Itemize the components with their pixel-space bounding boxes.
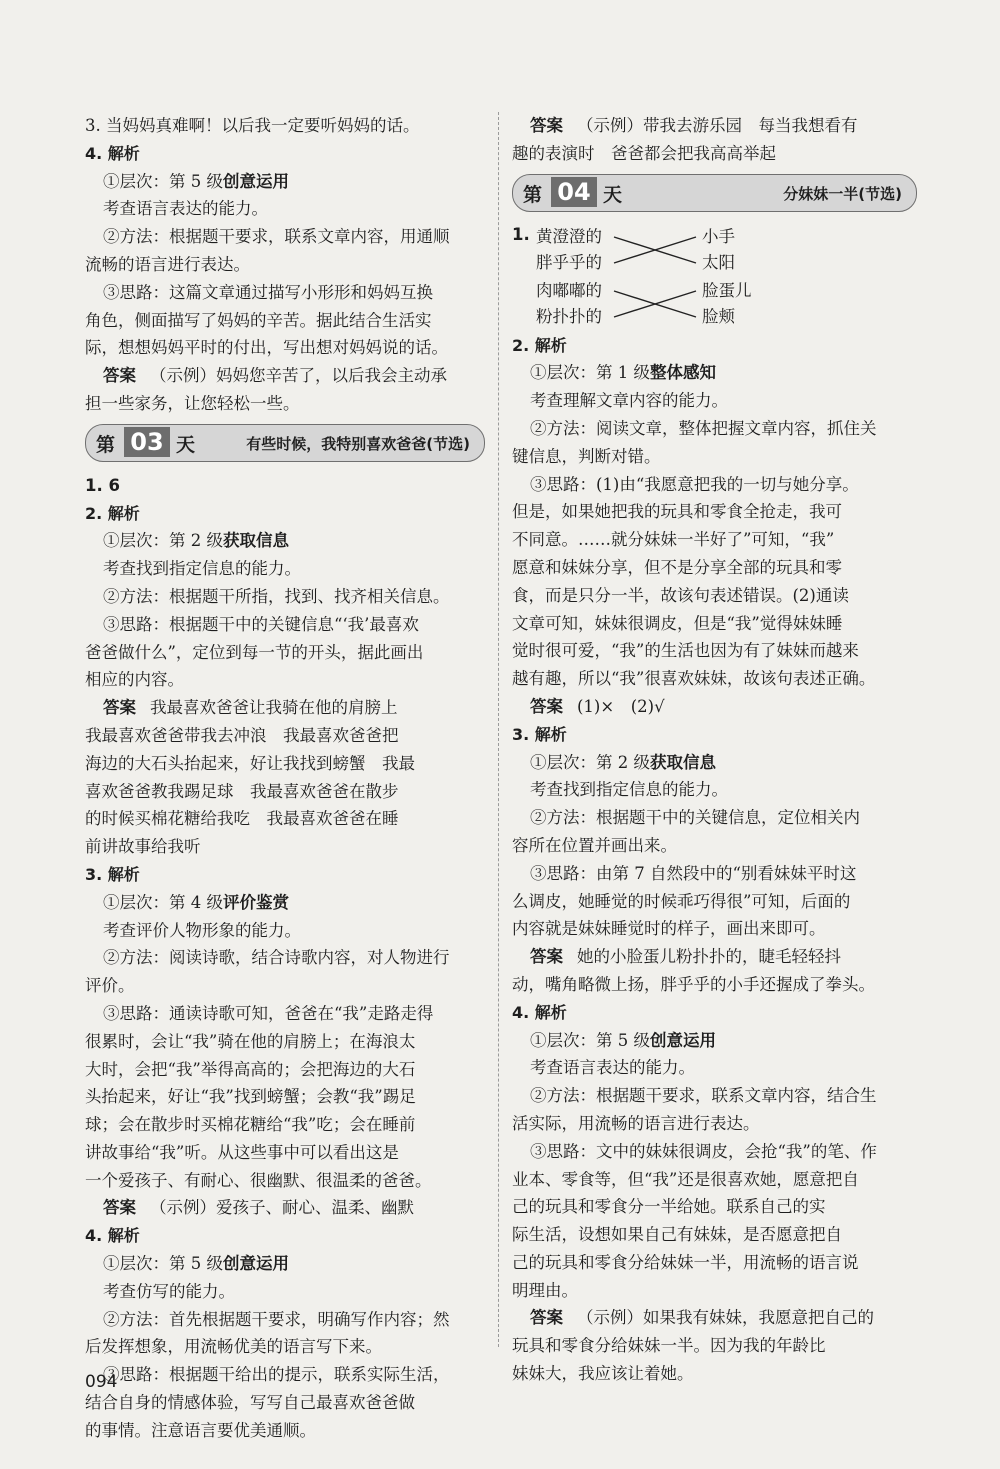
d4-q2-tag: 解析	[534, 335, 567, 355]
day-number: 04	[551, 177, 597, 207]
column-divider	[498, 112, 499, 1347]
d3-q2-answer-line: 的时候买棉花糖给我吃 我最喜欢爸爸在睡	[85, 809, 399, 829]
level-prefix: ①层次：第 5 级	[103, 1254, 223, 1274]
d4-q2-thought-line: ③思路：(1)由“我愿意把我的一切与她分享。	[530, 474, 859, 494]
day-title: 分妹妹一半(节选)	[783, 184, 902, 203]
answer-text: （示例）爱孩子、耐心、温柔、幽默	[150, 1198, 414, 1218]
d4-q2-method-line: 键信息，判断对错。	[512, 446, 661, 466]
d4-q3-level	[512, 749, 917, 777]
d4-q2-method-line: ②方法：阅读文章，整体把握文章内容，抓住关	[530, 418, 877, 438]
top-answer-line	[512, 112, 917, 140]
d3-q2-tag: 解析	[107, 503, 140, 523]
level-prefix: ①层次：第 1 级	[530, 363, 650, 383]
d4-q4-number: 4.	[512, 1002, 530, 1022]
answer-label: 答案	[103, 1198, 136, 1218]
d4-q4-thought-line: 己的玩具和零食分给妹妹一半，用流畅的语言说	[512, 1252, 859, 1272]
answer-text: (1)× (2)√	[577, 696, 665, 716]
q4-level-name: 创意运用	[223, 171, 289, 191]
q4-level-desc: 考查语言表达的能力。	[103, 199, 268, 219]
d3-q3-thought-line: 头抬起来，好让“我”找到螃蟹；会教“我”踢足	[85, 1087, 416, 1107]
d4-q4-thought-line: 明理由。	[512, 1280, 578, 1300]
d3-q3-thought-line: ③思路：通读诗歌可知，爸爸在“我”走路走得	[103, 1003, 434, 1023]
d3-q3-number: 3.	[85, 864, 103, 884]
day-number: 03	[124, 427, 170, 457]
d4-q4-method-line: ②方法：根据题干要求，联系文章内容，结合生	[530, 1086, 877, 1106]
match-left-item: 黄澄澄的	[536, 226, 602, 246]
d4-q4-answer-line: 妹妹大，我应该让着她。	[512, 1364, 694, 1384]
d4-q4-thought-line: 业本、零食等，但“我”还是很喜欢她，愿意把自	[512, 1169, 859, 1189]
d4-q2-heading	[512, 332, 917, 360]
d4-q2-level	[512, 359, 917, 387]
q4-level-prefix: ①层次：第 5 级	[103, 171, 223, 191]
d4-q2-thought-line: 觉时很可爱，“我”的生活也因为有了妹妹而越来	[512, 641, 859, 661]
d4-q2-thought-line: 食，而是只分一半，故该句表述错误。(2)通读	[512, 585, 849, 605]
d4-q3-number: 3.	[512, 724, 530, 744]
q4-number: 4.	[85, 143, 103, 163]
d4-q2-thought-line: 越有趣，所以“我”很喜欢妹妹，故该句表述正确。	[512, 669, 876, 689]
match-right-item: 小手	[702, 226, 735, 246]
d4-q3-thought-line: 内容就是妹妹睡觉时的样子，画出来即可。	[512, 919, 826, 939]
answer-label: 答案	[530, 696, 563, 716]
d3-q4-heading	[85, 1222, 485, 1250]
d4-q2-number: 2.	[512, 335, 530, 355]
d4-q4-answer-line	[512, 1304, 917, 1332]
matching-exercise	[512, 222, 917, 332]
d4-q2-level-desc: 考查理解文章内容的能力。	[530, 391, 728, 411]
d4-q3-method-line: 容所在位置并画出来。	[512, 835, 677, 855]
day-banner-04	[512, 174, 917, 212]
answer-label: 答案	[530, 1308, 563, 1328]
matching-lines	[612, 222, 700, 332]
d4-q4-thought-line: 际生活，设想如果自己有妹妹，是否愿意把自	[512, 1225, 842, 1245]
d4-q3-answer-line	[512, 943, 917, 971]
d3-q2-answer-line	[85, 694, 485, 722]
d4-q3-tag: 解析	[534, 724, 567, 744]
d3-q2-level-desc: 考查找到指定信息的能力。	[103, 559, 301, 579]
d3-q3-thought-line: 很累时，会让“我”骑在他的肩膀上；在海浪太	[85, 1031, 416, 1051]
answer-label: 答案	[103, 698, 136, 718]
left-column	[85, 112, 485, 1445]
d3-q2-thought-line: 相应的内容。	[85, 670, 184, 690]
d3-q2-thought-line: ③思路：根据题干中的关键信息“‘我’最喜欢	[103, 614, 419, 634]
d3-q4-thought-line: 结合自身的情感体验，写写自己最喜欢爸爸做	[85, 1393, 415, 1413]
d4-q2-thought-line: 但是，如果她把我的玩具和零食全抢走，我可	[512, 502, 842, 522]
d4-q4-heading	[512, 999, 917, 1027]
d4-q4-tag: 解析	[534, 1002, 567, 1022]
d4-q1-number: 1.	[512, 224, 530, 244]
d3-q4-level	[85, 1250, 485, 1278]
d4-q4-answer-line: 玩具和零食分给妹妹一半。因为我的年龄比	[512, 1336, 826, 1356]
d3-q2-answer-line: 前讲故事给我听	[85, 837, 201, 857]
d3-q1-answer: 1. 6	[85, 475, 120, 495]
answer-text: 我最喜欢爸爸让我骑在他的肩膀上	[150, 698, 398, 718]
answer-text: （示例）如果我有妹妹，我愿意把自己的	[577, 1308, 874, 1328]
match-left-item: 胖乎乎的	[536, 252, 602, 272]
d3-q2-answer-line: 喜欢爸爸教我踢足球 我最喜欢爸爸在散步	[85, 781, 399, 801]
d4-q3-heading	[512, 721, 917, 749]
d3-q3-thought-line: 讲故事给“我”听。从这些事中可以看出这是	[85, 1142, 399, 1162]
d4-q3-thought-line: ③思路：由第 7 自然段中的“别看妹妹平时这	[530, 863, 857, 883]
d3-q4-number: 4.	[85, 1226, 103, 1246]
day-suffix: 天	[176, 433, 196, 456]
level-prefix: ①层次：第 4 级	[103, 892, 223, 912]
d3-q2-thought-line: 爸爸做什么”，定位到每一节的开头，据此画出	[85, 642, 424, 662]
level-prefix: ①层次：第 5 级	[530, 1030, 650, 1050]
d4-q3-answer-line: 动，嘴角略微上扬，胖乎乎的小手还握成了拳头。	[512, 974, 875, 994]
d3-q2-heading	[85, 500, 485, 528]
d4-q4-level	[512, 1027, 917, 1055]
level-prefix: ①层次：第 2 级	[530, 752, 650, 772]
level-name: 创意运用	[223, 1254, 289, 1274]
day-suffix: 天	[603, 183, 623, 206]
q4-answer-line	[85, 362, 485, 390]
d3-q4-thought-line: ③思路：根据题干给出的提示，联系实际生活，	[103, 1365, 450, 1385]
d4-q2-answer-line	[512, 693, 917, 721]
level-name: 获取信息	[223, 531, 289, 551]
d3-q4-level-desc: 考查仿写的能力。	[103, 1281, 235, 1301]
d3-q3-method-line: ②方法：阅读诗歌，结合诗歌内容，对人物进行	[103, 948, 450, 968]
answer-text: （示例）妈妈您辛苦了，以后我会主动承	[150, 366, 447, 386]
match-left-item: 肉嘟嘟的	[536, 280, 602, 300]
d3-q4-tag: 解析	[107, 1226, 140, 1246]
answer-label: 答案	[530, 947, 563, 967]
answer-text: （示例）带我去游乐园 每当我想看有	[577, 116, 858, 135]
d4-q3-method-line: ②方法：根据题干中的关键信息，定位相关内	[530, 808, 860, 828]
level-prefix: ①层次：第 2 级	[103, 531, 223, 551]
d3-q3-thought-line: 球；会在散步时买棉花糖给“我”吃；会在睡前	[85, 1115, 416, 1135]
d3-q4-thought-line: 的事情。注意语言要优美通顺。	[85, 1420, 316, 1440]
d3-q3-thought-line: 大时，会把“我”举得高高的；会把海边的大石	[85, 1059, 416, 1079]
match-left-item: 粉扑扑的	[536, 306, 602, 326]
d4-q4-level-desc: 考查语言表达的能力。	[530, 1058, 695, 1078]
d3-q2-method-line: ②方法：根据题干所指，找到、找齐相关信息。	[103, 586, 450, 606]
level-name: 创意运用	[650, 1030, 716, 1050]
level-name: 整体感知	[650, 363, 716, 383]
top-answer-line: 趣的表演时 爸爸都会把我高高举起	[512, 143, 776, 163]
d4-q2-thought-line: 不同意。……就分妹妹一半好了”可知，“我”	[512, 530, 835, 550]
d4-q2-thought-line: 文章可知，妹妹很调皮，但是“我”觉得妹妹睡	[512, 613, 843, 633]
d3-q4-method-line: 后发挥想象，用流畅优美的语言写下来。	[85, 1337, 382, 1357]
d4-q4-method-line: 活实际，用流畅的语言进行表达。	[512, 1113, 760, 1133]
q4-method-line: ②方法：根据题干要求，联系文章内容，用通顺	[103, 227, 450, 247]
day-prefix: 第	[96, 433, 116, 456]
answer-label: 答案	[103, 366, 136, 386]
d3-q4-method-line: ②方法：首先根据题干要求，明确写作内容；然	[103, 1309, 450, 1329]
day-title: 有些时候，我特别喜欢爸爸(节选)	[246, 434, 470, 453]
match-right-item: 太阳	[702, 252, 735, 272]
d3-q2-level	[85, 527, 485, 555]
q4-thought-line: 际，想想妈妈平时的付出，写出想对妈妈说的话。	[85, 338, 448, 358]
answer-label: 答案	[530, 116, 563, 135]
d3-q2-answer-line: 海边的大石头抬起来，好让我找到螃蟹 我最	[85, 753, 415, 773]
q4-thought-line: ③思路：这篇文章通过描写小形形和妈妈互换	[103, 282, 433, 302]
q4-thought-line: 角色，侧面描写了妈妈的辛苦。据此结合生活实	[85, 310, 432, 330]
page-number: 094	[85, 1372, 118, 1392]
answer-text: 她的小脸蛋儿粉扑扑的，睫毛轻轻抖	[577, 947, 841, 967]
q4-heading	[85, 140, 485, 168]
q4-tag: 解析	[107, 143, 140, 163]
d4-q3-level-desc: 考查找到指定信息的能力。	[530, 780, 728, 800]
match-right-item: 脸颊	[702, 306, 735, 326]
d3-q2-answer-line: 我最喜欢爸爸带我去冲浪 我最喜欢爸爸把	[85, 725, 399, 745]
d3-q3-thought-line: 一个爱孩子、有耐心、很幽默、很温柔的爸爸。	[85, 1170, 432, 1190]
level-name: 获取信息	[650, 752, 716, 772]
d3-q3-heading	[85, 861, 485, 889]
right-column	[512, 112, 917, 1388]
q4-method-line: 流畅的语言进行表达。	[85, 254, 250, 274]
q4-answer-line: 担一些家务，让您轻松一些。	[85, 393, 300, 413]
match-right-item: 脸蛋儿	[702, 280, 752, 300]
d3-q2-number: 2.	[85, 503, 103, 523]
day-prefix: 第	[523, 183, 543, 206]
day-banner-03	[85, 424, 485, 462]
d3-q3-level	[85, 889, 485, 917]
d3-q3-tag: 解析	[107, 864, 140, 884]
d4-q3-thought-line: 么调皮，她睡觉的时候乖巧得很”可知，后面的	[512, 891, 851, 911]
d4-q4-thought-line: 己的玩具和零食分一半给她。联系自己的实	[512, 1197, 826, 1217]
q3-answer-text: 3. 当妈妈真难啊！以后我一定要听妈妈的话。	[85, 116, 420, 135]
level-name: 评价鉴赏	[223, 892, 289, 912]
q4-level	[85, 168, 485, 196]
d4-q2-thought-line: 愿意和妹妹分享，但不是分享全部的玩具和零	[512, 557, 842, 577]
d4-q4-thought-line: ③思路：文中的妹妹很调皮，会抢“我”的笔、作	[530, 1141, 877, 1161]
d3-q3-level-desc: 考查评价人物形象的能力。	[103, 920, 301, 940]
d3-q3-method-line: 评价。	[85, 976, 135, 996]
d3-q3-answer-line	[85, 1194, 485, 1222]
